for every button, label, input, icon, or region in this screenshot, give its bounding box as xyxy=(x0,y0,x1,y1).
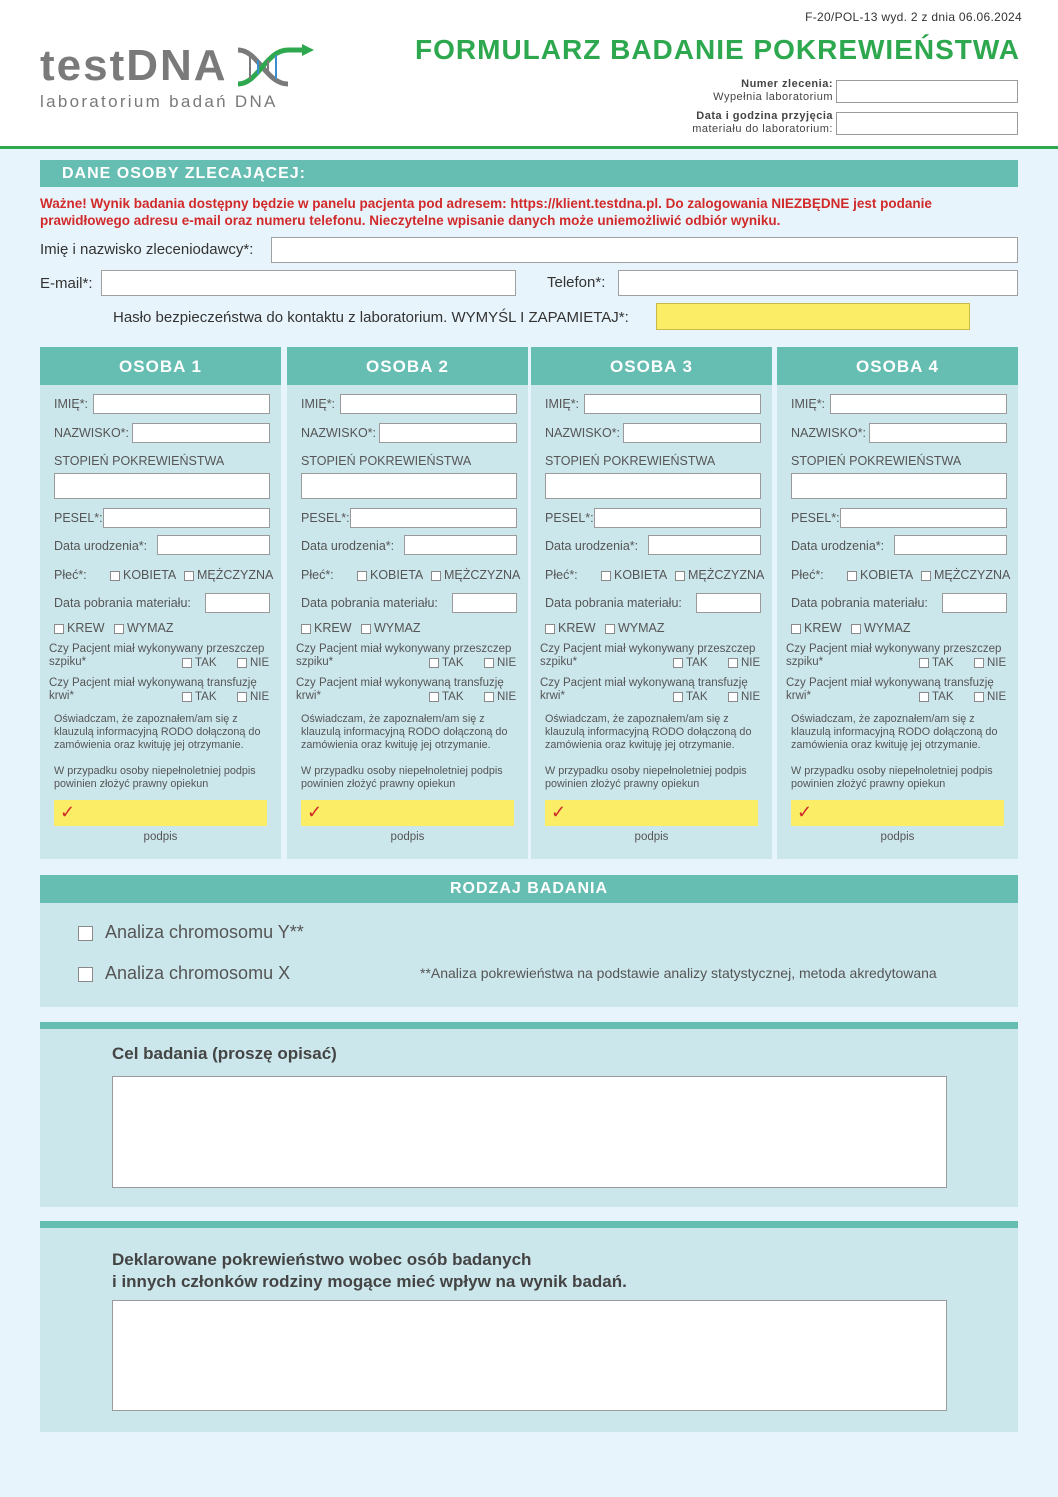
transfusion-question: Czy Pacjent miał wykonywaną transfuzję krwi* xyxy=(49,677,257,702)
person-title: OSOBA 1 xyxy=(40,347,281,385)
checkbox-icon[interactable] xyxy=(484,692,494,702)
pesel-label: PESEL*: xyxy=(54,511,103,525)
last-name-label: NAZWISKO*: xyxy=(791,426,867,440)
material-blood-option[interactable]: KREW xyxy=(301,621,352,635)
person-card xyxy=(531,347,772,859)
marrow-yes-option[interactable]: TAK xyxy=(673,657,708,670)
collection-date-field[interactable] xyxy=(205,593,270,613)
checkbox-icon[interactable] xyxy=(974,658,984,668)
sex-male-option[interactable]: MĘŻCZYZNA xyxy=(184,568,273,582)
checkbox-icon[interactable] xyxy=(605,624,615,634)
marrow-no-option[interactable]: NIE xyxy=(974,657,1006,670)
receipt-date-row xyxy=(692,110,1018,136)
transfusion-yes-option[interactable]: TAK xyxy=(182,691,217,704)
testdna-logo xyxy=(40,40,340,120)
checkbox-icon[interactable] xyxy=(361,624,371,634)
sex-female-option[interactable]: KOBIETA xyxy=(601,568,667,582)
purpose-panel xyxy=(40,1022,1018,1207)
declared-relationship-panel xyxy=(40,1221,1018,1432)
collection-date-label: Data pobrania materiału: xyxy=(791,596,928,610)
marrow-no-option[interactable]: NIE xyxy=(484,657,516,670)
checkbox-icon[interactable] xyxy=(182,692,192,702)
orderer-name-field[interactable] xyxy=(271,237,1018,263)
relation-label: STOPIEŃ POKREWIEŃSTWA xyxy=(301,454,472,468)
order-number-field[interactable] xyxy=(836,80,1018,103)
test-type-title: RODZAJ BADANIA xyxy=(40,875,1018,903)
minor-note: W przypadku osoby niepełnoletniej podpis powinien złożyć prawny opiekun xyxy=(545,765,747,790)
checkbox-icon[interactable] xyxy=(78,967,93,982)
pesel-label: PESEL*: xyxy=(545,511,594,525)
marrow-no-option[interactable]: NIE xyxy=(237,657,269,670)
transfusion-no-option[interactable]: NIE xyxy=(237,691,269,704)
material-swab-option[interactable]: WYMAZ xyxy=(851,621,911,635)
phone-field[interactable] xyxy=(618,270,1018,296)
checkmark-icon: ✓ xyxy=(60,802,76,822)
first-name-label: IMIĘ*: xyxy=(301,397,336,411)
pesel-field[interactable] xyxy=(840,508,1007,528)
method-footnote: **Analiza pokrewieństwa na podstawie analizy statystycznej, metoda akredytowana xyxy=(420,965,937,981)
sex-male-option[interactable]: MĘŻCZYZNA xyxy=(431,568,520,582)
purpose-title: Cel badania (proszę opisać) xyxy=(112,1044,337,1063)
minor-note: W przypadku osoby niepełnoletniej podpis powinien złożyć prawny opiekun xyxy=(791,765,993,790)
first-name-label: IMIĘ*: xyxy=(545,397,580,411)
last-name-label: NAZWISKO*: xyxy=(301,426,377,440)
pesel-field[interactable] xyxy=(350,508,517,528)
checkbox-icon[interactable] xyxy=(728,692,738,702)
checkbox-icon[interactable] xyxy=(921,571,931,581)
signature-label: podpis xyxy=(143,831,178,843)
checkbox-icon[interactable] xyxy=(182,658,192,668)
relation-field[interactable] xyxy=(791,473,1007,499)
checkbox-icon[interactable] xyxy=(114,624,124,634)
checkbox-icon[interactable] xyxy=(301,624,311,634)
marrow-question: Czy Pacjent miał wykonywany przeszczep szpiku* xyxy=(786,643,1002,668)
rodo-statement: Oświadczam, że zapoznałem/am się z klauzulą informacyjną RODO dołączoną do zamówienia oraz kwituję jej otrzymanie. xyxy=(54,713,261,751)
marrow-no-option[interactable]: NIE xyxy=(728,657,760,670)
collection-date-label: Data pobrania materiału: xyxy=(301,596,438,610)
birth-date-label: Data urodzenia*: xyxy=(301,539,395,553)
birth-date-label: Data urodzenia*: xyxy=(54,539,148,553)
email-label: E-mail*: xyxy=(40,275,93,292)
sex-label: Płeć*: xyxy=(791,568,824,582)
signature-label: podpis xyxy=(634,831,669,843)
birth-date-label: Data urodzenia*: xyxy=(545,539,639,553)
checkbox-icon[interactable] xyxy=(601,571,611,581)
person-card xyxy=(777,347,1018,859)
marrow-question: Czy Pacjent miał wykonywany przeszczep szpiku* xyxy=(49,643,265,668)
important-notice: Ważne! Wynik badania dostępny będzie w panelu pacjenta pod adresem: https://klient.testdna.pl. Do zalogowania NIEZBĘDNE jest podanie prawidłowego adresu e-mail oraz numeru telefonu. Nieczytelne wpisanie danych może uniemożliwić odbiór wyniku. xyxy=(40,196,932,228)
security-password-field[interactable] xyxy=(656,303,970,330)
checkmark-icon: ✓ xyxy=(551,802,567,822)
order-number-label: Numer zlecenia: xyxy=(741,78,833,90)
dna-helix-icon xyxy=(236,44,316,90)
order-number-hint: Wypełnia laboratorium xyxy=(713,91,833,103)
person-title: OSOBA 3 xyxy=(531,347,772,385)
email-field[interactable] xyxy=(101,270,516,296)
signature-field[interactable] xyxy=(301,800,514,826)
relation-label: STOPIEŃ POKREWIEŃSTWA xyxy=(791,454,962,468)
page-header xyxy=(0,0,1058,149)
option-chromosome-x[interactable]: Analiza chromosomu X xyxy=(78,963,290,984)
logo-wordmark: testDNA xyxy=(40,41,228,90)
relation-field[interactable] xyxy=(54,473,270,499)
collection-date-field[interactable] xyxy=(696,593,761,613)
transfusion-no-option[interactable]: NIE xyxy=(728,691,760,704)
pesel-field[interactable] xyxy=(103,508,270,528)
birth-date-field[interactable] xyxy=(894,535,1007,555)
checkbox-icon[interactable] xyxy=(974,692,984,702)
checkbox-icon[interactable] xyxy=(673,692,683,702)
last-name-field[interactable] xyxy=(623,423,761,443)
checkbox-icon[interactable] xyxy=(237,692,247,702)
minor-note: W przypadku osoby niepełnoletniej podpis powinien złożyć prawny opiekun xyxy=(54,765,256,790)
test-type-panel xyxy=(40,903,1018,1007)
first-name-label: IMIĘ*: xyxy=(54,397,89,411)
last-name-label: NAZWISKO*: xyxy=(54,426,130,440)
signature-label: podpis xyxy=(880,831,915,843)
purpose-textarea[interactable] xyxy=(112,1076,947,1188)
relation-label: STOPIEŃ POKREWIEŃSTWA xyxy=(54,454,225,468)
receipt-date-field[interactable] xyxy=(836,112,1018,135)
checkbox-icon[interactable] xyxy=(919,658,929,668)
checkbox-icon[interactable] xyxy=(847,571,857,581)
checkbox-icon[interactable] xyxy=(429,692,439,702)
checkbox-icon[interactable] xyxy=(237,658,247,668)
rodo-statement: Oświadczam, że zapoznałem/am się z klauzulą informacyjną RODO dołączoną do zamówienia oraz kwituję jej otrzymanie. xyxy=(791,713,998,751)
transfusion-question: Czy Pacjent miał wykonywaną transfuzję krwi* xyxy=(296,677,504,702)
orderer-section-title: DANE OSOBY ZLECAJĄCEJ: xyxy=(40,160,1018,187)
order-number-row xyxy=(713,78,1018,104)
checkmark-icon: ✓ xyxy=(307,802,323,822)
signature-field[interactable] xyxy=(545,800,758,826)
signature-label: podpis xyxy=(390,831,425,843)
sex-label: Płeć*: xyxy=(545,568,578,582)
collection-date-field[interactable] xyxy=(942,593,1007,613)
checkbox-icon[interactable] xyxy=(728,658,738,668)
pesel-label: PESEL*: xyxy=(791,511,840,525)
collection-date-field[interactable] xyxy=(452,593,517,613)
first-name-label: IMIĘ*: xyxy=(791,397,826,411)
marrow-yes-option[interactable]: TAK xyxy=(429,657,464,670)
phone-label: Telefon*: xyxy=(547,274,606,291)
transfusion-no-option[interactable]: NIE xyxy=(974,691,1006,704)
marrow-yes-option[interactable]: TAK xyxy=(919,657,954,670)
checkbox-icon[interactable] xyxy=(429,658,439,668)
person-card xyxy=(40,347,281,859)
transfusion-yes-option[interactable]: TAK xyxy=(673,691,708,704)
last-name-field[interactable] xyxy=(132,423,270,443)
last-name-field[interactable] xyxy=(379,423,517,443)
material-swab-option[interactable]: WYMAZ xyxy=(114,621,174,635)
marrow-question: Czy Pacjent miał wykonywany przeszczep szpiku* xyxy=(296,643,512,668)
checkbox-icon[interactable] xyxy=(78,926,93,941)
checkbox-icon[interactable] xyxy=(431,571,441,581)
rodo-statement: Oświadczam, że zapoznałem/am się z klauzulą informacyjną RODO dołączoną do zamówienia oraz kwituję jej otrzymanie. xyxy=(301,713,508,751)
document-id: F-20/POL-13 wyd. 2 z dnia 06.06.2024 xyxy=(805,10,1022,24)
signature-field[interactable] xyxy=(54,800,267,826)
transfusion-question: Czy Pacjent miał wykonywaną transfuzję krwi* xyxy=(540,677,748,702)
security-password-label: Hasło bezpieczeństwa do kontaktu z laboratorium. WYMYŚL I ZAPAMIETAJ*: xyxy=(113,309,629,326)
transfusion-yes-option[interactable]: TAK xyxy=(429,691,464,704)
first-name-field[interactable] xyxy=(340,394,517,414)
person-title: OSOBA 2 xyxy=(287,347,528,385)
checkbox-icon[interactable] xyxy=(110,571,120,581)
form-title: FORMULARZ BADANIE POKREWIEŃSTWA xyxy=(415,34,1020,65)
receipt-date-hint: materiału do laboratorium: xyxy=(692,123,833,135)
transfusion-no-option[interactable]: NIE xyxy=(484,691,516,704)
sex-label: Płeć*: xyxy=(54,568,87,582)
collection-date-label: Data pobrania materiału: xyxy=(54,596,191,610)
collection-date-label: Data pobrania materiału: xyxy=(545,596,682,610)
checkbox-icon[interactable] xyxy=(545,624,555,634)
relation-field[interactable] xyxy=(301,473,517,499)
marrow-yes-option[interactable]: TAK xyxy=(182,657,217,670)
orderer-name-label: Imię i nazwisko zleceniodawcy*: xyxy=(40,241,254,258)
sex-male-option[interactable]: MĘŻCZYZNA xyxy=(921,568,1010,582)
minor-note: W przypadku osoby niepełnoletniej podpis powinien złożyć prawny opiekun xyxy=(301,765,503,790)
pesel-label: PESEL*: xyxy=(301,511,350,525)
first-name-field[interactable] xyxy=(830,394,1007,414)
checkbox-icon[interactable] xyxy=(851,624,861,634)
material-swab-option[interactable]: WYMAZ xyxy=(605,621,665,635)
checkbox-icon[interactable] xyxy=(357,571,367,581)
checkbox-icon[interactable] xyxy=(919,692,929,702)
checkmark-icon: ✓ xyxy=(797,802,813,822)
person-title: OSOBA 4 xyxy=(777,347,1018,385)
checkbox-icon[interactable] xyxy=(184,571,194,581)
rodo-statement: Oświadczam, że zapoznałem/am się z klauzulą informacyjną RODO dołączoną do zamówienia oraz kwituję jej otrzymanie. xyxy=(545,713,752,751)
declared-title-line2: i innych członków rodziny mogące mieć wpływ na wynik badań. xyxy=(112,1272,627,1291)
last-name-label: NAZWISKO*: xyxy=(545,426,621,440)
person-card xyxy=(287,347,528,859)
birth-date-field[interactable] xyxy=(157,535,270,555)
signature-field[interactable] xyxy=(791,800,1004,826)
material-blood-option[interactable]: KREW xyxy=(791,621,842,635)
relation-label: STOPIEŃ POKREWIEŃSTWA xyxy=(545,454,716,468)
relation-field[interactable] xyxy=(545,473,761,499)
checkbox-icon[interactable] xyxy=(791,624,801,634)
checkbox-icon[interactable] xyxy=(675,571,685,581)
checkbox-icon[interactable] xyxy=(673,658,683,668)
first-name-field[interactable] xyxy=(584,394,761,414)
transfusion-yes-option[interactable]: TAK xyxy=(919,691,954,704)
marrow-question: Czy Pacjent miał wykonywany przeszczep szpiku* xyxy=(540,643,756,668)
first-name-field[interactable] xyxy=(93,394,270,414)
birth-date-field[interactable] xyxy=(404,535,517,555)
last-name-field[interactable] xyxy=(869,423,1007,443)
receipt-date-label: Data i godzina przyjęcia xyxy=(696,110,833,122)
birth-date-field[interactable] xyxy=(648,535,761,555)
material-blood-option[interactable]: KREW xyxy=(545,621,596,635)
option-chromosome-y[interactable]: Analiza chromosomu Y** xyxy=(78,922,304,943)
sex-female-option[interactable]: KOBIETA xyxy=(357,568,423,582)
checkbox-icon[interactable] xyxy=(484,658,494,668)
declared-relationship-textarea[interactable] xyxy=(112,1300,947,1411)
declared-title-line1: Deklarowane pokrewieństwo wobec osób badanych xyxy=(112,1250,532,1269)
sex-label: Płeć*: xyxy=(301,568,334,582)
pesel-field[interactable] xyxy=(594,508,761,528)
sex-female-option[interactable]: KOBIETA xyxy=(110,568,176,582)
declared-relationship-title xyxy=(112,1249,627,1293)
checkbox-icon[interactable] xyxy=(54,624,64,634)
material-blood-option[interactable]: KREW xyxy=(54,621,105,635)
logo-subtitle: laboratorium badań DNA xyxy=(40,92,278,111)
material-swab-option[interactable]: WYMAZ xyxy=(361,621,421,635)
sex-female-option[interactable]: KOBIETA xyxy=(847,568,913,582)
birth-date-label: Data urodzenia*: xyxy=(791,539,885,553)
sex-male-option[interactable]: MĘŻCZYZNA xyxy=(675,568,764,582)
transfusion-question: Czy Pacjent miał wykonywaną transfuzję krwi* xyxy=(786,677,994,702)
